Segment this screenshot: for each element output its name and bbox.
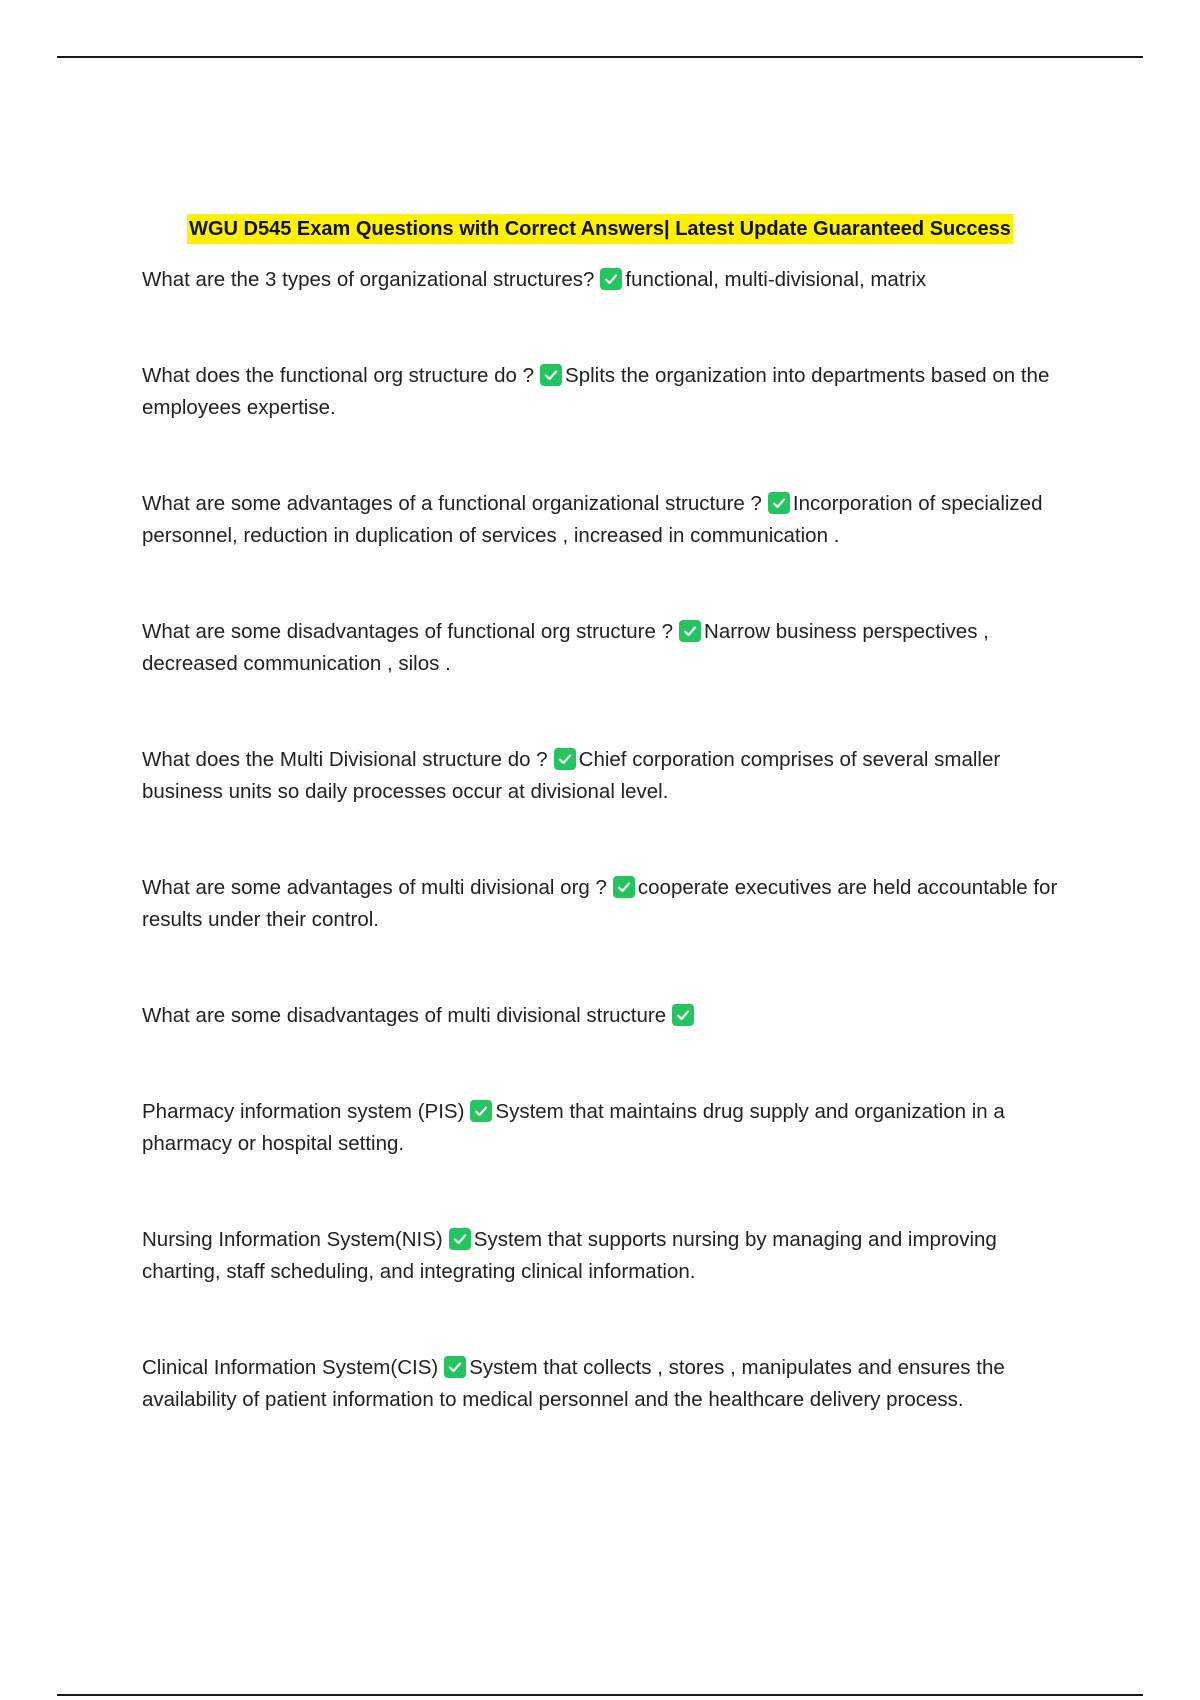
check-icon bbox=[672, 1004, 694, 1026]
qa-item-2 bbox=[142, 360, 1072, 424]
answer-text: Incorporation of specialized personnel, reduction in duplication of services , increased in communication . bbox=[142, 492, 1043, 547]
question-text: Pharmacy information system (PIS) bbox=[142, 1100, 465, 1123]
document-title: WGU D545 Exam Questions with Correct Answers| Latest Update Guaranteed Success bbox=[187, 214, 1013, 244]
qa-item-7 bbox=[142, 1000, 1072, 1032]
bottom-rule bbox=[57, 1694, 1143, 1696]
check-icon bbox=[679, 620, 701, 642]
qa-item-10 bbox=[142, 1352, 1072, 1416]
answer-text: Splits the organization into departments based on the employees expertise. bbox=[142, 364, 1050, 419]
check-icon bbox=[613, 876, 635, 898]
qa-item-4 bbox=[142, 616, 1072, 680]
qa-list bbox=[142, 264, 1072, 1480]
top-rule bbox=[57, 56, 1143, 58]
check-icon bbox=[768, 492, 790, 514]
answer-text: Chief corporation comprises of several smaller business units so daily processes occur at divisional level. bbox=[142, 748, 1001, 803]
question-text: What does the functional org structure do ? bbox=[142, 364, 535, 387]
qa-item-6 bbox=[142, 872, 1072, 936]
question-text: Nursing Information System(NIS) bbox=[142, 1228, 443, 1251]
qa-item-3 bbox=[142, 488, 1072, 552]
qa-item-1 bbox=[142, 264, 1072, 296]
check-icon bbox=[444, 1356, 466, 1378]
question-text: What are the 3 types of organizational structures? bbox=[142, 268, 595, 291]
question-text: What are some advantages of a functional organizational structure ? bbox=[142, 492, 762, 515]
answer-text: System that maintains drug supply and organization in a pharmacy or hospital setting. bbox=[142, 1100, 1005, 1155]
title-block bbox=[0, 214, 1200, 244]
answer-text: System that collects , stores , manipulates and ensures the availability of patient information to medical personnel and the healthcare delivery process. bbox=[142, 1356, 1005, 1411]
qa-item-5 bbox=[142, 744, 1072, 808]
check-icon bbox=[540, 364, 562, 386]
question-text: Clinical Information System(CIS) bbox=[142, 1356, 439, 1379]
check-icon bbox=[600, 268, 622, 290]
qa-item-8 bbox=[142, 1096, 1072, 1160]
question-text: What are some disadvantages of functional org structure ? bbox=[142, 620, 674, 643]
qa-item-9 bbox=[142, 1224, 1072, 1288]
answer-text: cooperate executives are held accountable for results under their control. bbox=[142, 876, 1058, 931]
question-text: What does the Multi Divisional structure do ? bbox=[142, 748, 548, 771]
check-icon bbox=[449, 1228, 471, 1250]
check-icon bbox=[470, 1100, 492, 1122]
question-text: What are some advantages of multi divisional org ? bbox=[142, 876, 607, 899]
check-icon bbox=[554, 748, 576, 770]
question-text: What are some disadvantages of multi divisional structure bbox=[142, 1004, 667, 1027]
answer-text: functional, multi-divisional, matrix bbox=[625, 268, 927, 291]
answer-text: System that supports nursing by managing and improving charting, staff scheduling, and integrating clinical information. bbox=[142, 1228, 997, 1283]
answer-text: Narrow business perspectives , decreased communication , silos . bbox=[142, 620, 989, 675]
